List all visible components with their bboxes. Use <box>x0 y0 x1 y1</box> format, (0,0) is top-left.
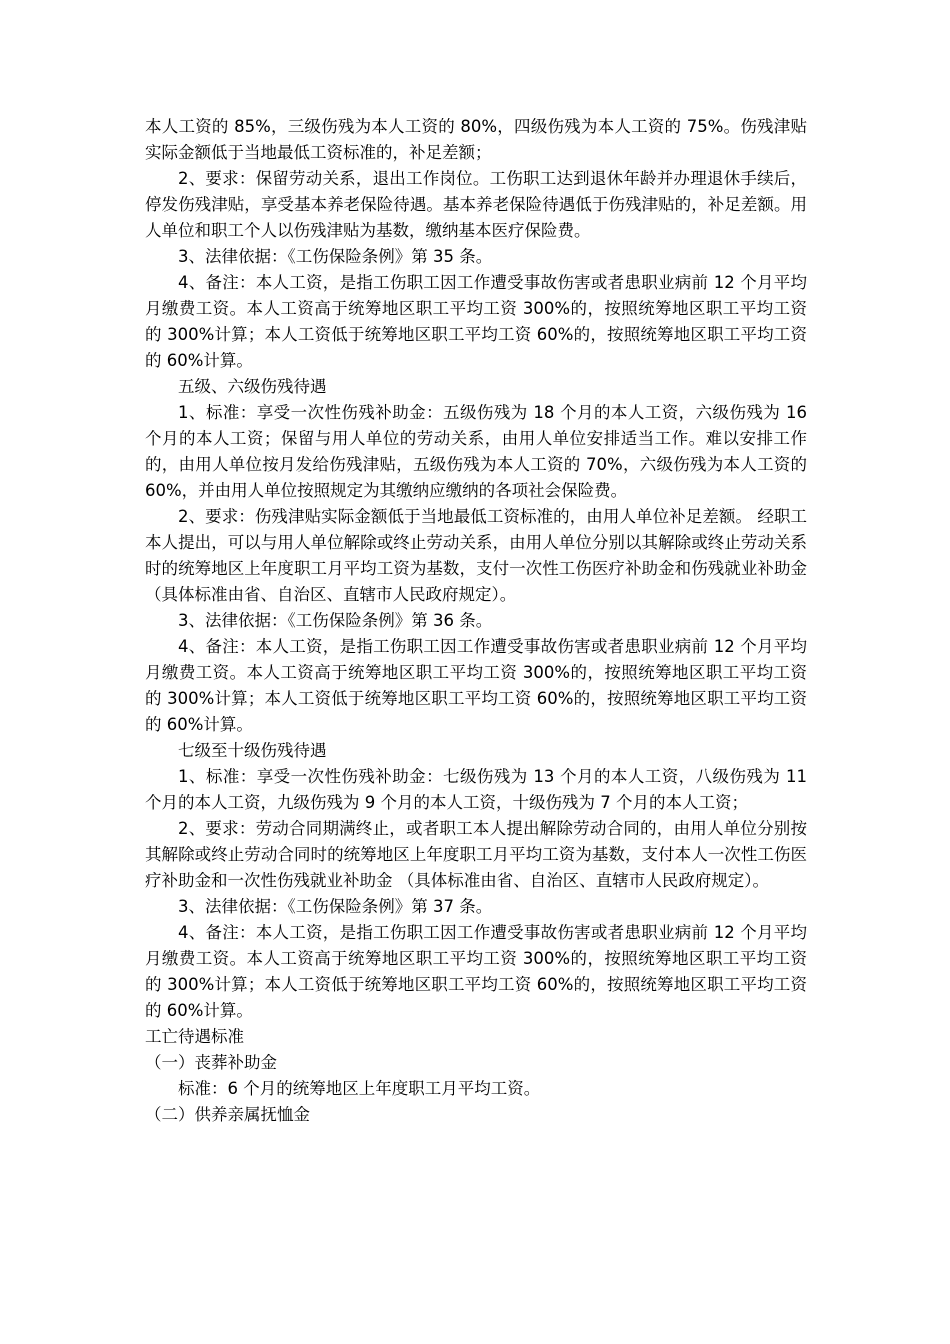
subheading-funeral-subsidy: （一）丧葬补助金 <box>145 1053 277 1072</box>
paragraph-disability-5-6-requirement: 2、要求：伤残津贴实际金额低于当地最低工资标准的，由用人单位补足差额。 经职工本人提出，可以与用人单位解除或终止劳动关系，由用人单位分别以其解除或终止劳动关系时的统筹地区上年度职工月平均工资为基数，支付一次性工伤医疗补助金和伤残就业补助金（具体标准由省、自治区、直辖市人民政府规定）。 <box>145 507 807 604</box>
paragraph-funeral-subsidy-standard: 标准：6 个月的统筹地区上年度职工月平均工资。 <box>178 1079 541 1098</box>
document-page <box>145 114 807 1128</box>
section-heading-work-death: 工亡待遇标准 <box>145 1027 244 1046</box>
paragraph-disability-5-6-standard: 1、标准：享受一次性伤残补助金：五级伤残为 18 个月的本人工资，六级伤残为 16 个月的本人工资；保留与用人单位的劳动关系，由用人单位安排适当工作。难以安排工作的，由用人单位按月发给伤残津贴，五级伤残为本人工资的 70%，六级伤残为本人工资的 60%，并由用人单位按照规定为其缴纳应缴纳的各项社会保险费。 <box>145 403 807 500</box>
paragraph-disability-3-4-standard-end: 本人工资的 85%，三级伤残为本人工资的 80%，四级伤残为本人工资的 75%。伤残津贴实际金额低于当地最低工资标准的，补足差额； <box>145 117 807 162</box>
paragraph-disability-5-6-note: 4、备注：本人工资，是指工伤职工因工作遭受事故伤害或者患职业病前 12 个月平均月缴费工资。本人工资高于统筹地区职工平均工资 300%的，按照统筹地区职工平均工资的 300%计算；本人工资低于统筹地区职工平均工资 60%的，按照统筹地区职工平均工资的 60%计算。 <box>145 637 807 734</box>
paragraph-disability-1-4-requirement: 2、要求：保留劳动关系，退出工作岗位。工伤职工达到退休年龄并办理退休手续后，停发伤残津贴，享受基本养老保险待遇。基本养老保险待遇低于伤残津贴的，补足差额。用人单位和职工个人以伤残津贴为基数，缴纳基本医疗保险费。 <box>145 169 807 240</box>
paragraph-disability-1-4-legal-basis: 3、法律依据：《工伤保险条例》第 35 条。 <box>178 247 493 266</box>
paragraph-disability-7-10-requirement: 2、要求：劳动合同期满终止，或者职工本人提出解除劳动合同的，由用人单位分别按其解除或终止劳动合同时的统筹地区上年度职工月平均工资为基数，支付本人一次性工伤医疗补助金和一次性伤残就业补助金 （具体标准由省、自治区、直辖市人民政府规定）。 <box>145 819 807 890</box>
paragraph-disability-1-4-note: 4、备注：本人工资，是指工伤职工因工作遭受事故伤害或者患职业病前 12 个月平均月缴费工资。本人工资高于统筹地区职工平均工资 300%的，按照统筹地区职工平均工资的 300%计算；本人工资低于统筹地区职工平均工资 60%的，按照统筹地区职工平均工资的 60%计算。 <box>145 273 807 370</box>
subheading-dependent-pension: （二）供养亲属抚恤金 <box>145 1105 310 1124</box>
section-heading-disability-7-10: 七级至十级伤残待遇 <box>178 741 327 760</box>
section-heading-disability-5-6: 五级、六级伤残待遇 <box>178 377 327 396</box>
paragraph-disability-7-10-legal-basis: 3、法律依据：《工伤保险条例》第 37 条。 <box>178 897 493 916</box>
paragraph-disability-7-10-note: 4、备注：本人工资，是指工伤职工因工作遭受事故伤害或者患职业病前 12 个月平均月缴费工资。本人工资高于统筹地区职工平均工资 300%的，按照统筹地区职工平均工资的 300%计算；本人工资低于统筹地区职工平均工资 60%的，按照统筹地区职工平均工资的 60%计算。 <box>145 923 807 1020</box>
paragraph-disability-5-6-legal-basis: 3、法律依据：《工伤保险条例》第 36 条。 <box>178 611 493 630</box>
paragraph-disability-7-10-standard: 1、标准：享受一次性伤残补助金：七级伤残为 13 个月的本人工资，八级伤残为 11 个月的本人工资，九级伤残为 9 个月的本人工资，十级伤残为 7 个月的本人工资； <box>145 767 807 812</box>
